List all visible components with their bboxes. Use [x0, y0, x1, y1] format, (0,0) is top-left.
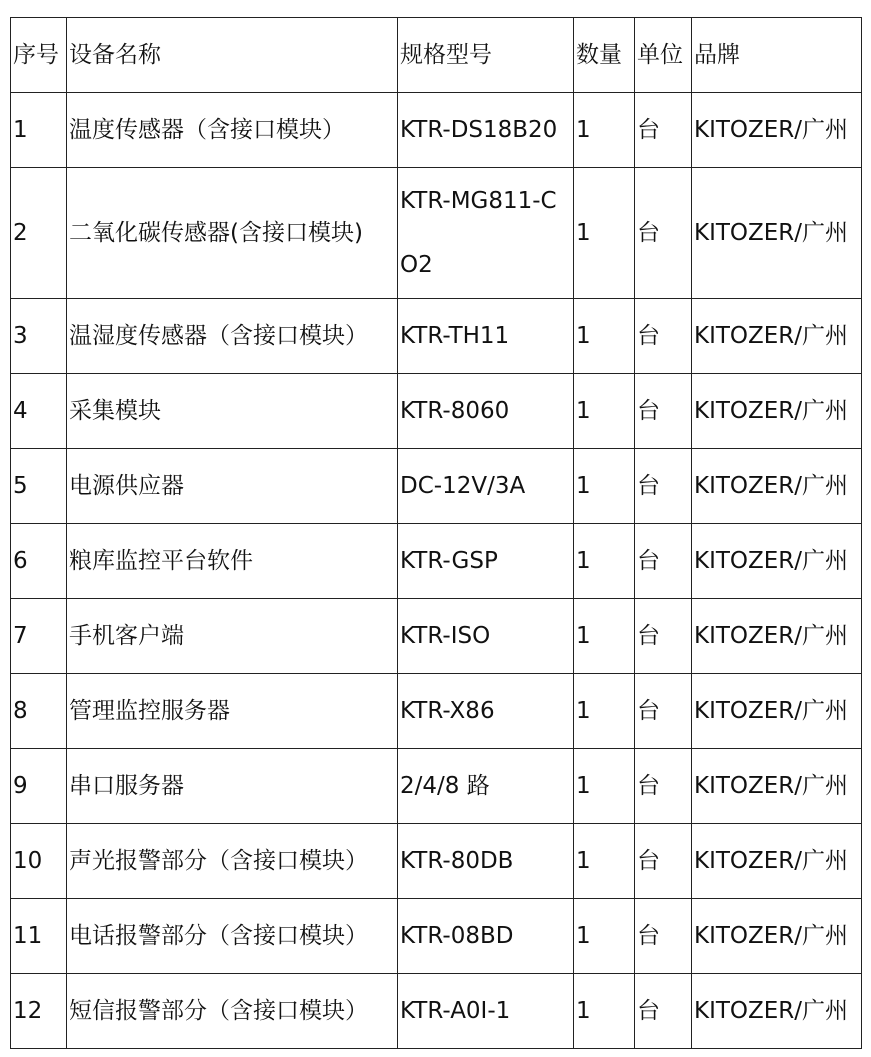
header-unit: 单位: [635, 18, 692, 93]
cell-name: 二氧化碳传感器(含接口模块): [67, 168, 398, 299]
cell-unit: 台: [635, 824, 692, 899]
cell-index: 6: [11, 524, 67, 599]
cell-brand: KITOZER/广州: [692, 93, 862, 168]
cell-model: KTR-TH11: [398, 299, 574, 374]
cell-name: 温湿度传感器（含接口模块）: [67, 299, 398, 374]
cell-qty: 1: [574, 524, 635, 599]
equipment-list: [10, 17, 861, 1049]
header-model: 规格型号: [398, 18, 574, 93]
cell-name: 声光报警部分（含接口模块）: [67, 824, 398, 899]
cell-index: 3: [11, 299, 67, 374]
table-row: [11, 524, 862, 599]
cell-name: 管理监控服务器: [67, 674, 398, 749]
equipment-table: [10, 17, 862, 1049]
cell-brand: KITOZER/广州: [692, 449, 862, 524]
cell-model: DC-12V/3A: [398, 449, 574, 524]
cell-index: 1: [11, 93, 67, 168]
cell-brand: KITOZER/广州: [692, 824, 862, 899]
cell-model: 2/4/8 路: [398, 749, 574, 824]
cell-brand: KITOZER/广州: [692, 374, 862, 449]
cell-brand: KITOZER/广州: [692, 674, 862, 749]
cell-name: 电源供应器: [67, 449, 398, 524]
cell-qty: 1: [574, 599, 635, 674]
cell-unit: 台: [635, 168, 692, 299]
cell-unit: 台: [635, 93, 692, 168]
cell-index: 11: [11, 899, 67, 974]
header-index: 序号: [11, 18, 67, 93]
cell-model: KTR-MG811-CO2: [398, 168, 574, 299]
cell-qty: 1: [574, 899, 635, 974]
cell-model: KTR-X86: [398, 674, 574, 749]
table-row: [11, 749, 862, 824]
cell-name: 电话报警部分（含接口模块）: [67, 899, 398, 974]
table-row: [11, 374, 862, 449]
table-row: [11, 449, 862, 524]
table-row: [11, 299, 862, 374]
table-row: [11, 93, 862, 168]
table-row: [11, 168, 862, 299]
cell-qty: 1: [574, 974, 635, 1049]
cell-brand: KITOZER/广州: [692, 599, 862, 674]
cell-brand: KITOZER/广州: [692, 524, 862, 599]
cell-model: KTR-ISO: [398, 599, 574, 674]
cell-index: 12: [11, 974, 67, 1049]
cell-unit: 台: [635, 374, 692, 449]
cell-model: KTR-DS18B20: [398, 93, 574, 168]
cell-qty: 1: [574, 449, 635, 524]
cell-qty: 1: [574, 674, 635, 749]
header-qty: 数量: [574, 18, 635, 93]
cell-index: 9: [11, 749, 67, 824]
table-row: [11, 674, 862, 749]
cell-name: 短信报警部分（含接口模块）: [67, 974, 398, 1049]
cell-qty: 1: [574, 374, 635, 449]
cell-unit: 台: [635, 599, 692, 674]
cell-model: KTR-08BD: [398, 899, 574, 974]
cell-index: 5: [11, 449, 67, 524]
cell-brand: KITOZER/广州: [692, 899, 862, 974]
cell-index: 7: [11, 599, 67, 674]
cell-name: 温度传感器（含接口模块）: [67, 93, 398, 168]
cell-index: 2: [11, 168, 67, 299]
cell-unit: 台: [635, 974, 692, 1049]
cell-model: KTR-GSP: [398, 524, 574, 599]
cell-brand: KITOZER/广州: [692, 168, 862, 299]
cell-name: 采集模块: [67, 374, 398, 449]
cell-index: 8: [11, 674, 67, 749]
table-row: [11, 974, 862, 1049]
cell-unit: 台: [635, 449, 692, 524]
table-header-row: [11, 18, 862, 93]
cell-unit: 台: [635, 899, 692, 974]
cell-model: KTR-80DB: [398, 824, 574, 899]
cell-name: 串口服务器: [67, 749, 398, 824]
table-row: [11, 599, 862, 674]
table-row: [11, 824, 862, 899]
cell-index: 4: [11, 374, 67, 449]
header-brand: 品牌: [692, 18, 862, 93]
cell-brand: KITOZER/广州: [692, 974, 862, 1049]
cell-model: KTR-8060: [398, 374, 574, 449]
cell-unit: 台: [635, 749, 692, 824]
cell-qty: 1: [574, 749, 635, 824]
cell-unit: 台: [635, 524, 692, 599]
cell-unit: 台: [635, 299, 692, 374]
cell-qty: 1: [574, 168, 635, 299]
cell-index: 10: [11, 824, 67, 899]
header-name: 设备名称: [67, 18, 398, 93]
cell-unit: 台: [635, 674, 692, 749]
cell-qty: 1: [574, 299, 635, 374]
cell-brand: KITOZER/广州: [692, 299, 862, 374]
cell-name: 粮库监控平台软件: [67, 524, 398, 599]
cell-name: 手机客户端: [67, 599, 398, 674]
cell-qty: 1: [574, 93, 635, 168]
table-row: [11, 899, 862, 974]
cell-model: KTR-A0I-1: [398, 974, 574, 1049]
cell-qty: 1: [574, 824, 635, 899]
cell-brand: KITOZER/广州: [692, 749, 862, 824]
